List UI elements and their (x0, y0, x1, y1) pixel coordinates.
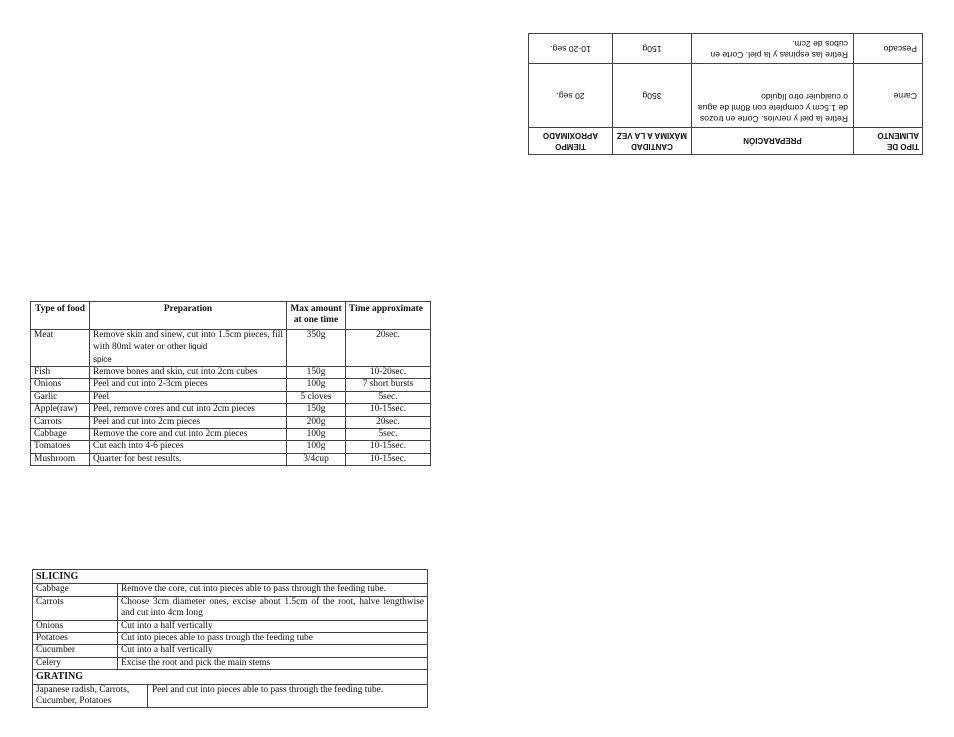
table-row (31, 453, 431, 465)
preparation-cell: Cut each into 4-6 pieces (90, 441, 287, 453)
food-cell: Fish (31, 367, 90, 379)
amount-cell: 100g (287, 429, 346, 441)
slicing-text-cell: Cut into a half vertically (118, 645, 428, 657)
time-cell: 10-15sec. (346, 404, 431, 416)
slicing-text-cell: Choose 3cm diameter ones, excise about 1.5cm of the root, halve lengthwise and cut into 4cm long (118, 596, 428, 620)
spanish-food-cell: Pescado (854, 34, 923, 64)
amount-cell: 100g (287, 441, 346, 453)
table-row (33, 596, 428, 620)
food-cell: Carrots (31, 416, 90, 428)
table-row (31, 404, 431, 416)
header-max-amount: Max amount at one time (287, 302, 346, 330)
slicing-text-cell: Remove the core, cut into pieces able to pass through the feeding tube. (118, 584, 428, 596)
amount-cell: 350g (287, 329, 346, 366)
grating-cell (33, 684, 428, 708)
amount-cell: 150g (287, 404, 346, 416)
spanish-prep-cell: Retire la piel y nervios. Corte en trozos de 1.5cm y complete con 80ml de agua o cualquier otro líquido (692, 64, 854, 128)
food-cell: Cabbage (31, 429, 90, 441)
preparation-cell: Quarter for best results. (90, 453, 287, 465)
slicing-grating-table (32, 569, 428, 708)
table-row (33, 657, 428, 669)
table-row (31, 391, 431, 403)
preparation-cell: Peel (90, 391, 287, 403)
time-cell: 20sec. (346, 329, 431, 366)
time-cell: 5sec. (346, 429, 431, 441)
header-preparation: Preparation (90, 302, 287, 330)
slicing-text-cell: Cut into pieces able to pass trough the feeding tube (118, 633, 428, 645)
slicing-title: SLICING (33, 570, 428, 584)
preparation-text-small: liquid (188, 342, 208, 352)
spanish-amount-cell: 150g (613, 34, 692, 64)
slicing-item-cell: Onions (33, 620, 118, 632)
table-row (529, 34, 923, 64)
preparation-cell: Peel and cut into 2-3cm pieces (90, 379, 287, 391)
slicing-item-cell: Celery (33, 657, 118, 669)
section-row (33, 670, 428, 684)
preparation-text-tail: spice (93, 354, 112, 364)
grating-text: Peel and cut into pieces able to pass through the feeding tube. (152, 684, 384, 695)
slicing-item-cell: Cucumber (33, 645, 118, 657)
slicing-item-cell: Carrots (33, 596, 118, 620)
grating-title: GRATING (33, 670, 428, 684)
table-row (33, 620, 428, 632)
grating-items: Japanese radish, Carrots, Cucumber, Potatoes (36, 685, 148, 708)
time-cell: 5sec. (346, 391, 431, 403)
table-row (31, 429, 431, 441)
table-row (33, 584, 428, 596)
header-time: Time approximate (346, 302, 431, 330)
food-cell: Apple(raw) (31, 404, 90, 416)
amount-cell: 5 cloves (287, 391, 346, 403)
food-cell: Tomatoes (31, 441, 90, 453)
table-row (31, 441, 431, 453)
processing-table (30, 301, 431, 466)
time-cell: 10-20sec. (346, 367, 431, 379)
spanish-time-cell: 10-20 seg. (529, 34, 613, 64)
spanish-food-table (528, 33, 923, 155)
food-cell: Garlic (31, 391, 90, 403)
time-cell: 20sec. (346, 416, 431, 428)
table-row (529, 64, 923, 128)
slicing-item-cell: Potatoes (33, 633, 118, 645)
header-type-of-food: Type of food (31, 302, 90, 330)
spanish-header-prep: PREPARACIÓN (692, 128, 854, 155)
time-cell: 7 short bursts (346, 379, 431, 391)
time-cell: 10-15sec. (346, 453, 431, 465)
table-row (33, 645, 428, 657)
amount-cell: 3/4cup (287, 453, 346, 465)
amount-cell: 100g (287, 379, 346, 391)
table-row (33, 633, 428, 645)
section-row (33, 570, 428, 584)
table-row (31, 329, 431, 366)
food-cell: Onions (31, 379, 90, 391)
spanish-header-time: TIEMPO APROXIMADO (529, 128, 613, 155)
food-cell: Mushroom (31, 453, 90, 465)
table-row (31, 367, 431, 379)
table-row (31, 379, 431, 391)
table-row (31, 416, 431, 428)
preparation-cell: Remove the core and cut into 2cm pieces (90, 429, 287, 441)
preparation-cell (90, 329, 287, 366)
time-cell: 10-15sec. (346, 441, 431, 453)
spanish-food-cell: Carne (854, 64, 923, 128)
spanish-header-food: TIPO DE ALIMENTO (854, 128, 923, 155)
preparation-cell: Peel, remove cores and cut into 2cm pieces (90, 404, 287, 416)
spanish-prep-cell: Retire las espinas y la piel. Corte en cubos de 2cm. (692, 34, 854, 64)
amount-cell: 150g (287, 367, 346, 379)
spanish-header-row (529, 128, 923, 155)
preparation-cell: Remove bones and skin, cut into 2cm cubes (90, 367, 287, 379)
processing-header-row (31, 302, 431, 330)
spanish-time-cell: 20 seg. (529, 64, 613, 128)
slicing-item-cell: Cabbage (33, 584, 118, 596)
preparation-text: Remove skin and sinew, cut into 1.5cm pieces, fill with 80ml water or other (93, 329, 283, 353)
spanish-header-amount: CANTIDAD MÁXIMA A LA VEZ (613, 128, 692, 155)
slicing-text-cell: Excise the root and pick the main stems (118, 657, 428, 669)
amount-cell: 200g (287, 416, 346, 428)
table-row (33, 684, 428, 708)
preparation-cell: Peel and cut into 2cm pieces (90, 416, 287, 428)
spanish-amount-cell: 350g (613, 64, 692, 128)
food-cell: Meat (31, 329, 90, 366)
slicing-text-cell: Cut into a half vertically (118, 620, 428, 632)
